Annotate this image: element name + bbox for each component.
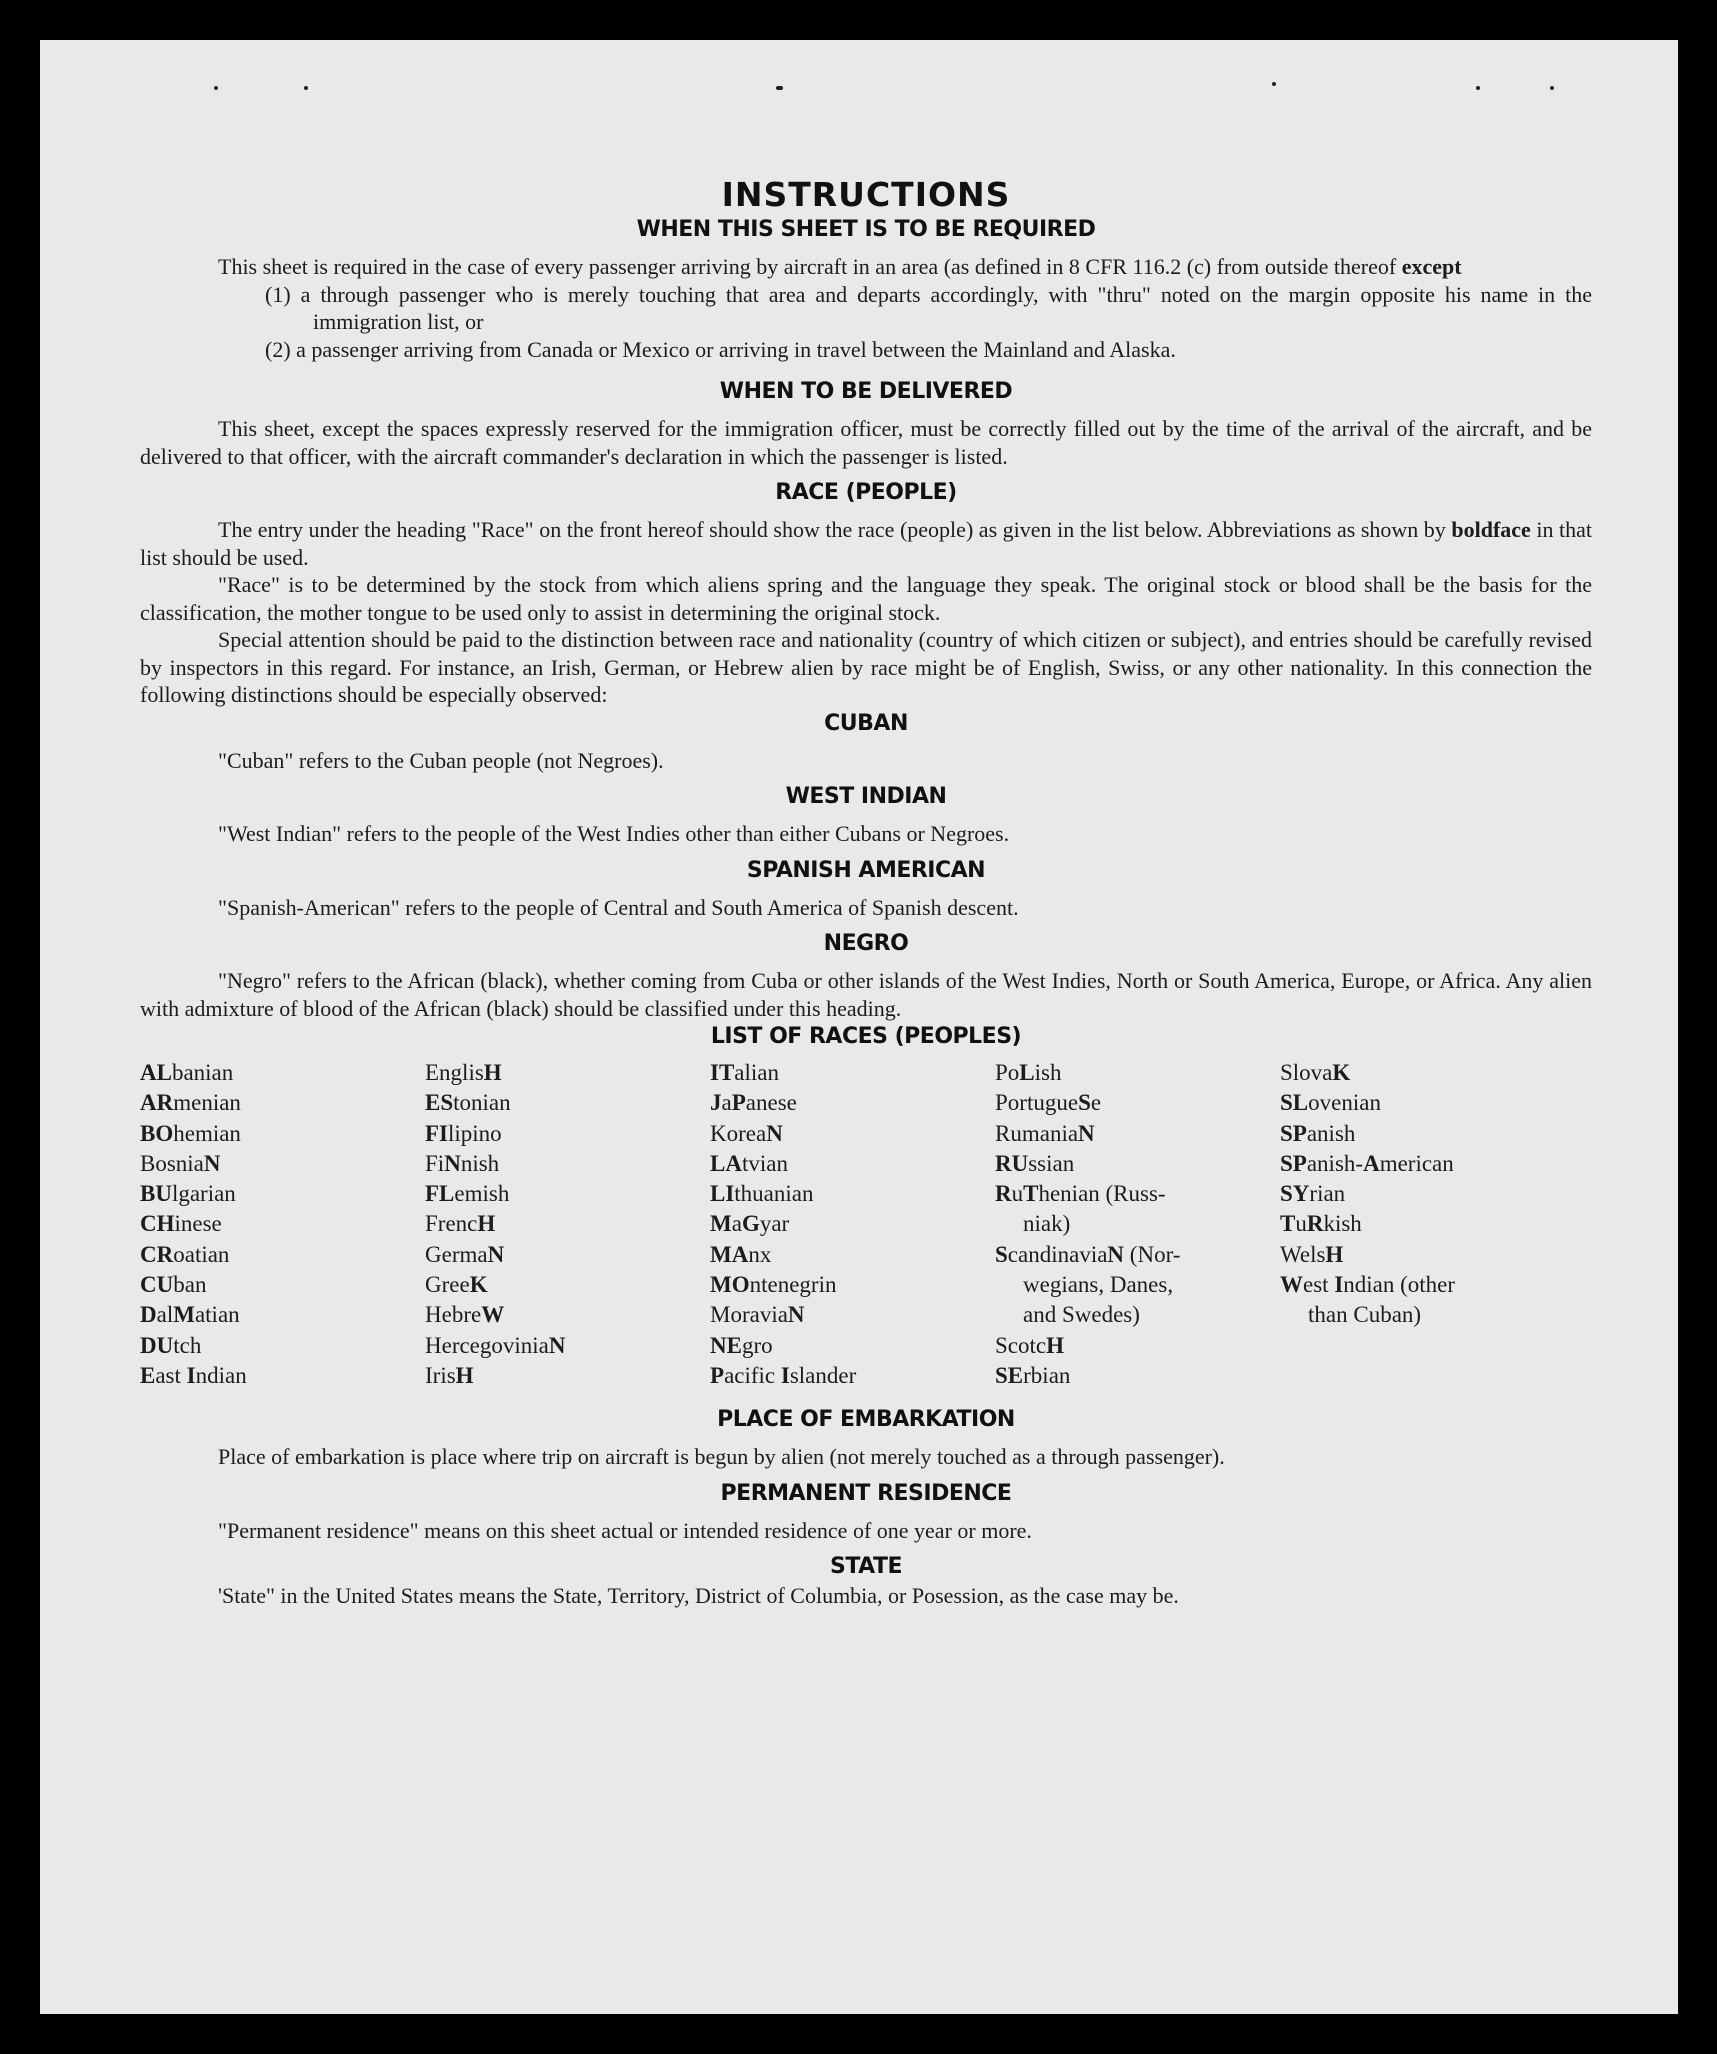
residence-paragraph: "Permanent residence" means on this sheet actual or intended residence of one year or more.	[218, 1517, 1032, 1543]
race-entry	[140, 1361, 425, 1391]
heading-list-of-races: LIST OF RACES (PEOPLES)	[710, 1024, 1022, 1049]
race-entry	[140, 1058, 425, 1088]
race-abbreviation: H	[1046, 1332, 1064, 1358]
race-text: a	[721, 1090, 732, 1116]
race-abbreviation: R	[1306, 1211, 1324, 1237]
race-paragraph-3: Special attention should be paid to the distinction between race and nationality (country of which citizen or subject), and entries should be carefully revised by inspectors in this regard. For instance, an Irish, German, or Hebrew alien by race might be of English, Swiss, or any other nationality. In this connection the following distinctions should be especially observed:	[140, 627, 1592, 707]
race-abbreviation: W	[1280, 1272, 1303, 1298]
race-abbreviation: LA	[710, 1150, 742, 1176]
race-text: (Nor-	[1124, 1241, 1181, 1267]
race-entry	[1280, 1179, 1565, 1209]
race-text: yar	[759, 1211, 790, 1237]
except-bold: except	[1401, 254, 1462, 279]
race-text: a	[731, 1211, 742, 1237]
race-column	[995, 1058, 1280, 1391]
race-abbreviation: CH	[140, 1211, 175, 1237]
race-text: tonian	[453, 1090, 511, 1116]
race-entry	[140, 1300, 425, 1330]
race-entry	[995, 1361, 1280, 1391]
race-entry	[710, 1058, 995, 1088]
race-text: Wels	[1280, 1241, 1326, 1267]
race-entry	[140, 1240, 425, 1270]
race-abbreviation: W	[481, 1302, 505, 1328]
race-text: merican	[1379, 1150, 1454, 1176]
race-entry	[710, 1270, 995, 1300]
scan-speck	[776, 86, 783, 90]
heading-when-required: WHEN THIS SHEET IS TO BE REQUIRED	[636, 217, 1096, 242]
race-paragraph-1	[140, 516, 1592, 571]
race-text: inese	[174, 1211, 222, 1237]
race-text: rbian	[1023, 1362, 1071, 1388]
race-entry	[140, 1331, 425, 1361]
race-text: e	[1090, 1090, 1102, 1116]
race-text: nx	[748, 1241, 772, 1267]
race-entry	[425, 1300, 710, 1330]
race-text: atian	[194, 1302, 240, 1328]
race-text: acific	[724, 1362, 781, 1388]
race-abbreviation: SP	[1280, 1120, 1307, 1146]
scan-speck	[1550, 86, 1554, 90]
race-entry	[1280, 1149, 1565, 1179]
race-abbreviation: SY	[1280, 1181, 1310, 1207]
race-abbreviation: L	[1019, 1060, 1035, 1085]
race-text: tch	[173, 1332, 202, 1358]
race-text: lgarian	[171, 1181, 236, 1207]
race-abbreviation: BU	[140, 1181, 172, 1207]
race-abbreviation: S	[1078, 1090, 1091, 1116]
race-text: tvian	[741, 1150, 788, 1176]
race-abbreviation: H	[483, 1060, 502, 1085]
race-text: Bosnia	[140, 1150, 204, 1176]
race-text: ovenian	[1308, 1090, 1381, 1116]
race-column	[710, 1058, 995, 1391]
race-entry	[710, 1119, 995, 1149]
race-abbreviation: M	[710, 1211, 732, 1237]
race-entry	[710, 1361, 995, 1391]
race-text: ast	[155, 1362, 187, 1388]
race-text: est	[1303, 1272, 1335, 1298]
race-entry	[140, 1149, 425, 1179]
race-text: u	[1295, 1211, 1307, 1237]
race-text: candinavia	[1007, 1241, 1108, 1267]
scan-speck	[304, 86, 308, 90]
race-entry	[140, 1088, 425, 1118]
race-abbreviation: DU	[140, 1332, 174, 1358]
race-column	[425, 1058, 710, 1391]
race-entry	[425, 1149, 710, 1179]
race-abbreviation: K	[469, 1272, 488, 1298]
race-text: henian (Russ-	[1038, 1181, 1166, 1207]
boldface-word: boldface	[1451, 517, 1531, 542]
race-entry	[425, 1179, 710, 1209]
race-abbreviation: I	[780, 1362, 790, 1388]
race-text: u	[1011, 1181, 1024, 1207]
heading-west-indian: WEST INDIAN	[785, 784, 947, 809]
cuban-paragraph: "Cuban" refers to the Cuban people (not Negroes).	[218, 747, 664, 773]
race-entry	[425, 1119, 710, 1149]
race-text: banian	[171, 1060, 234, 1085]
race-abbreviation: AR	[140, 1090, 174, 1116]
race-text: Korea	[710, 1120, 767, 1146]
race-entry	[995, 1088, 1280, 1118]
race-abbreviation: N	[548, 1332, 566, 1358]
document-page	[40, 40, 1678, 2014]
race-abbreviation: M	[173, 1302, 195, 1328]
race-abbreviation: CR	[140, 1241, 174, 1267]
race-abbreviation: R	[995, 1181, 1012, 1207]
required-item-1: (1) a through passenger who is merely touching that area and departs accordingly, with "thru" noted on the margin opposite his name in the immigration list, or	[265, 281, 1592, 334]
race-entry	[140, 1179, 425, 1209]
race-list	[140, 1058, 1592, 1391]
race-entry	[1280, 1088, 1565, 1118]
race-abbreviation: BO	[140, 1120, 174, 1146]
race-text: Po	[995, 1060, 1020, 1085]
scan-speck	[1476, 86, 1480, 90]
heading-spanish-american: SPANISH AMERICAN	[746, 857, 986, 883]
race-entry	[425, 1058, 710, 1088]
race-text: Hercegovinia	[425, 1332, 549, 1358]
race-abbreviation: N	[1078, 1120, 1095, 1146]
race-column	[1280, 1058, 1565, 1391]
spanish-american-paragraph: "Spanish-American" refers to the people of Central and South America of Spanish descent.	[218, 894, 1019, 920]
race-text: nish	[460, 1150, 500, 1176]
race-text: Slova	[1280, 1060, 1333, 1085]
race-text: Moravia	[710, 1302, 788, 1328]
race-text: rian	[1309, 1181, 1346, 1207]
race-entry	[995, 1300, 1280, 1330]
race-entry	[710, 1240, 995, 1270]
delivered-paragraph: This sheet, except the spaces expressly reserved for the immigration officer, must be correctly filled out by the time of the arrival of the aircraft, and be delivered to that officer, with the aircraft commander's declaration in which the passenger is listed.	[140, 416, 1592, 469]
race-text: emish	[454, 1181, 510, 1207]
race-abbreviation: J	[710, 1090, 722, 1116]
race-abbreviation: SE	[995, 1362, 1024, 1388]
race-text: gro	[741, 1332, 773, 1358]
race-entry	[995, 1240, 1280, 1270]
race-text: kish	[1323, 1211, 1362, 1237]
race-abbreviation: S	[995, 1241, 1008, 1267]
negro-paragraph: "Negro" refers to the African (black), whether coming from Cuba or other islands of the West Indies, North or South America, Europe, or Africa. Any alien with admixture of blood of the African (black) should be classified under this heading.	[140, 968, 1592, 1021]
race-abbreviation: IT	[710, 1060, 735, 1085]
race-abbreviation: D	[140, 1302, 157, 1328]
race-text: than Cuban)	[1308, 1302, 1422, 1328]
race-abbreviation: NE	[710, 1332, 742, 1358]
race-entry	[140, 1119, 425, 1149]
race-text: Portugue	[995, 1090, 1079, 1116]
race-abbreviation: H	[1325, 1241, 1344, 1267]
race-abbreviation: I	[1334, 1272, 1344, 1298]
race-entry	[425, 1209, 710, 1239]
race-entry	[425, 1088, 710, 1118]
race-entry	[710, 1300, 995, 1330]
race-text: ndian	[195, 1362, 247, 1388]
race-text: Fi	[425, 1150, 445, 1176]
race-abbreviation: N	[766, 1120, 783, 1146]
race-column	[140, 1058, 425, 1391]
race-abbreviation: E	[140, 1362, 156, 1388]
race-entry	[140, 1270, 425, 1300]
race-text: wegians, Danes,	[1023, 1272, 1174, 1298]
race-entry	[995, 1119, 1280, 1149]
race-para1-text: The entry under the heading "Race" on the front hereof should show the race (people) as given in the list below. Abbreviations as shown by	[218, 517, 1446, 542]
race-text: ntenegrin	[749, 1272, 837, 1298]
race-abbreviation: LI	[710, 1181, 735, 1207]
race-text: Iris	[425, 1362, 456, 1388]
race-text: lipino	[448, 1120, 502, 1146]
race-entry	[425, 1331, 710, 1361]
heading-state: STATE	[830, 1554, 902, 1580]
race-entry	[995, 1331, 1280, 1361]
heading-cuban: CUBAN	[824, 710, 908, 736]
race-abbreviation: RU	[995, 1150, 1029, 1176]
required-paragraph	[140, 253, 1592, 281]
race-entry	[1280, 1300, 1565, 1330]
race-entry	[425, 1270, 710, 1300]
heading-when-delivered: WHEN TO BE DELIVERED	[719, 379, 1013, 404]
race-abbreviation: K	[1332, 1060, 1351, 1085]
race-abbreviation: N	[787, 1302, 805, 1328]
race-entry	[995, 1209, 1280, 1239]
race-text: ndian (other	[1343, 1272, 1456, 1298]
race-abbreviation: T	[1023, 1181, 1039, 1207]
race-text: Englis	[425, 1060, 484, 1085]
race-text: Hebre	[425, 1302, 482, 1328]
race-text: anese	[745, 1090, 797, 1116]
embarkation-paragraph: Place of embarkation is place where trip on aircraft is begun by alien (not merely touched as a through passenger).	[218, 1444, 1225, 1470]
race-abbreviation: I	[186, 1362, 196, 1388]
race-text: hemian	[173, 1120, 241, 1146]
race-abbreviation: AL	[140, 1060, 172, 1085]
race-text: Gree	[425, 1272, 470, 1298]
scan-speck	[214, 86, 218, 90]
race-entry	[140, 1209, 425, 1239]
race-entry	[1280, 1240, 1565, 1270]
race-entry	[710, 1209, 995, 1239]
race-entry	[995, 1270, 1280, 1300]
heading-race: RACE (PEOPLE)	[775, 480, 957, 505]
race-text: oatian	[173, 1241, 230, 1267]
race-text: Rumania	[995, 1120, 1079, 1146]
race-abbreviation: N	[487, 1241, 505, 1267]
race-abbreviation: T	[1280, 1211, 1296, 1237]
race-entry	[710, 1331, 995, 1361]
heading-permanent-residence: PERMANENT RESIDENCE	[720, 1480, 1012, 1506]
race-entry	[995, 1149, 1280, 1179]
west-indian-paragraph: "West Indian" refers to the people of the West Indies other than either Cubans or Negroes.	[218, 821, 1010, 846]
race-text: Germa	[425, 1241, 488, 1267]
race-abbreviation: N	[1107, 1241, 1125, 1267]
heading-negro: NEGRO	[823, 931, 909, 956]
race-entry	[1280, 1209, 1565, 1239]
race-text: ban	[173, 1272, 207, 1298]
state-paragraph: 'State" in the United States means the State, Territory, District of Columbia, or Posession, as the case may be.	[218, 1583, 1179, 1609]
race-abbreviation: FI	[425, 1120, 448, 1146]
race-entry	[1280, 1270, 1565, 1300]
race-abbreviation: A	[1363, 1150, 1380, 1176]
race-abbreviation: H	[455, 1362, 474, 1388]
race-entry	[995, 1179, 1280, 1209]
scan-speck	[1272, 82, 1276, 86]
race-para1-tail: in that list should be used.	[140, 517, 1593, 570]
race-text: anish	[1306, 1120, 1356, 1146]
race-abbreviation: H	[477, 1211, 496, 1237]
race-text: Scotc	[995, 1332, 1047, 1358]
race-text: al	[156, 1302, 174, 1328]
race-text: anish-	[1306, 1150, 1364, 1176]
race-text: menian	[173, 1090, 241, 1116]
race-abbreviation: MA	[710, 1241, 749, 1267]
race-paragraph-2: "Race" is to be determined by the stock from which aliens spring and the language they speak. The original stock or blood shall be the basis for the classification, the mother tongue to be used only to assist in determining the original stock.	[140, 572, 1592, 625]
race-text: slander	[789, 1362, 857, 1388]
race-abbreviation: G	[741, 1211, 760, 1237]
race-abbreviation: FL	[425, 1181, 455, 1207]
race-text: ssian	[1028, 1150, 1075, 1176]
race-abbreviation: SL	[1280, 1090, 1309, 1116]
race-abbreviation: P	[731, 1090, 746, 1116]
race-entry	[710, 1149, 995, 1179]
race-text: niak)	[1023, 1211, 1071, 1237]
page-title: INSTRUCTIONS	[721, 175, 1011, 214]
race-entry	[995, 1058, 1280, 1088]
race-entry	[1280, 1058, 1565, 1088]
race-abbreviation: MO	[710, 1272, 750, 1298]
race-abbreviation: CU	[140, 1272, 174, 1298]
race-abbreviation: N	[444, 1150, 461, 1176]
race-abbreviation: ES	[425, 1090, 454, 1116]
race-entry	[425, 1240, 710, 1270]
race-abbreviation: P	[710, 1362, 725, 1388]
race-abbreviation: N	[203, 1150, 221, 1176]
required-item-2: (2) a passenger arriving from Canada or Mexico or arriving in travel between the Mainland and Alaska.	[265, 336, 1176, 362]
race-text: Frenc	[425, 1211, 478, 1237]
required-text: This sheet is required in the case of every passenger arriving by aircraft in an area (as defined in 8 CFR 116.2 (c) from outside thereof	[218, 254, 1397, 279]
race-text: alian	[734, 1060, 779, 1085]
race-text: ish	[1034, 1060, 1062, 1085]
race-abbreviation: SP	[1280, 1150, 1307, 1176]
race-entry	[710, 1088, 995, 1118]
race-entry	[425, 1361, 710, 1391]
race-text: and Swedes)	[1023, 1302, 1140, 1328]
heading-embarkation: PLACE OF EMBARKATION	[717, 1407, 1015, 1433]
race-entry	[1280, 1119, 1565, 1149]
race-entry	[710, 1179, 995, 1209]
race-text: thuanian	[734, 1181, 814, 1207]
instructions-content	[140, 175, 1592, 1610]
